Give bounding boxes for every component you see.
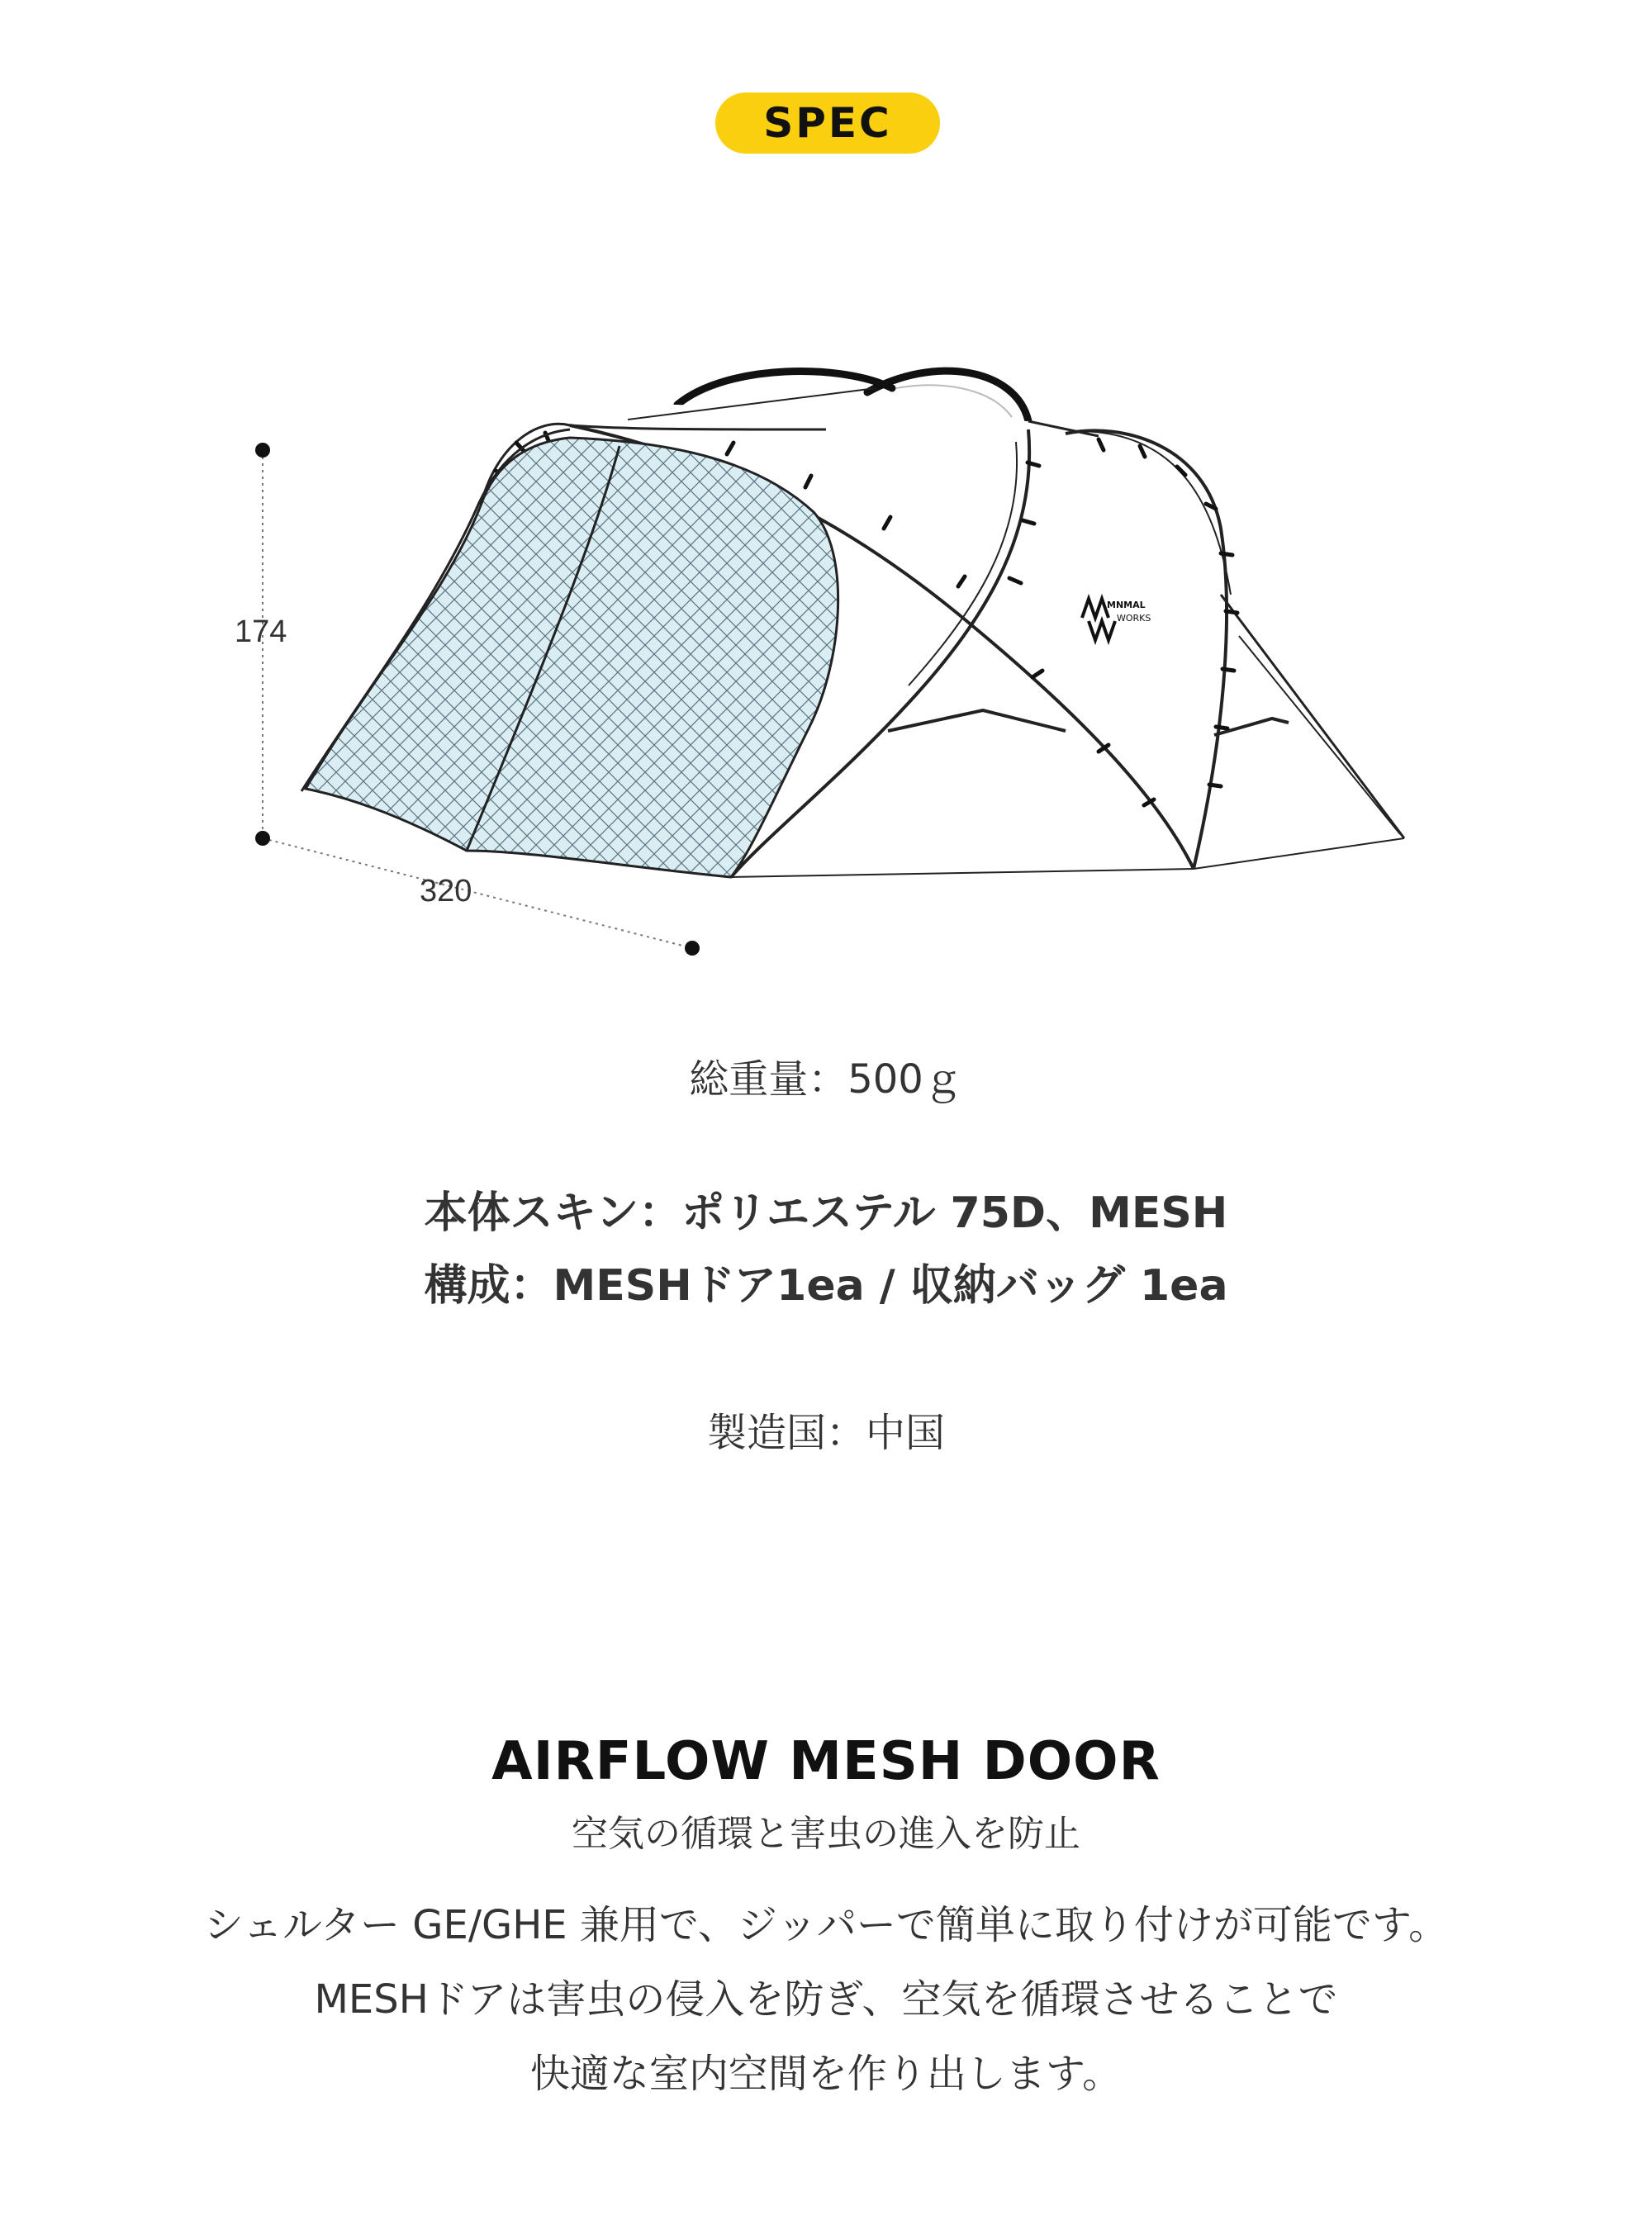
logo-text-line1: MNMAL xyxy=(1107,600,1146,610)
logo-text-line2: WORKS xyxy=(1117,613,1151,624)
spec-skin-material: 本体スキン：ポリエステル 75D、MESH xyxy=(424,1188,1228,1238)
height-dimension-label: 174 xyxy=(235,614,287,649)
feature-description-line: シェルター GE/GHE 兼用で、ジッパーで簡単に取り付けが可能です。 xyxy=(203,1902,1449,1948)
dimension-end-dot xyxy=(685,941,700,956)
mesh-door xyxy=(301,429,838,877)
spec-country-of-origin: 製造国：中国 xyxy=(706,1410,945,1456)
depth-dimension-label: 320 xyxy=(420,874,472,908)
dimension-corner-dot xyxy=(255,831,270,846)
spec-badge-label: SPEC xyxy=(763,99,892,147)
spec-weight: 総重量：500ｇ xyxy=(689,1056,963,1103)
tent-illustration xyxy=(0,330,1652,991)
dimension-top-dot xyxy=(255,443,270,458)
feature-subtitle: 空気の循環と害虫の進入を防止 xyxy=(572,1813,1080,1855)
feature-description-line: 快適な室内空間を作り出します。 xyxy=(529,2051,1123,2097)
spec-composition: 構成：MESHドア1ea / 収納バッグ 1ea xyxy=(424,1261,1228,1311)
feature-title: AIRFLOW MESH DOOR xyxy=(491,1731,1161,1792)
feature-description-line: MESHドアは害虫の侵入を防ぎ、空気を循環させることで xyxy=(314,1976,1338,2023)
spec-badge xyxy=(715,93,940,154)
